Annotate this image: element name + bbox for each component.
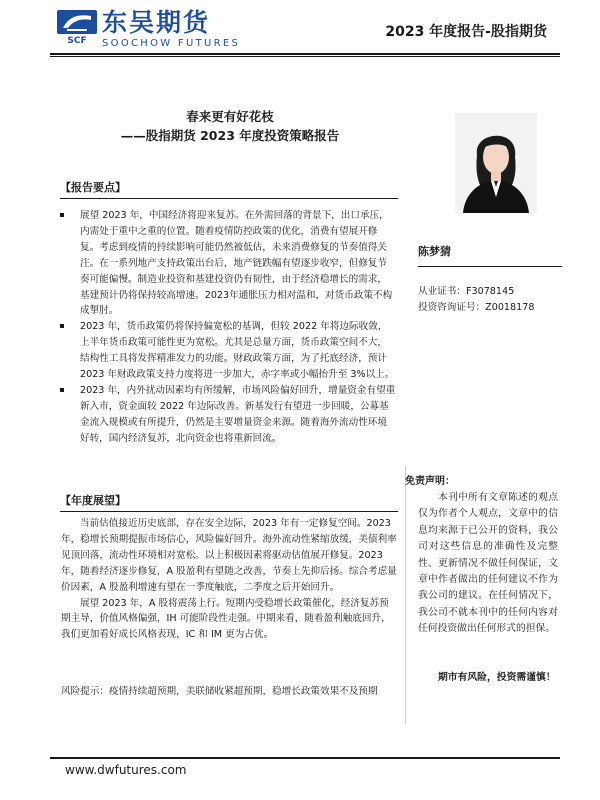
author-consult-license: 投资咨询证号：Z0018178	[418, 302, 535, 313]
disclaimer-title: 免责声明：	[405, 476, 455, 487]
outlook-body	[61, 516, 397, 643]
logo-abbr: SCF	[67, 36, 87, 44]
summary-bullet: 2023 年，内外扰动因素均有所缓解，市场风险偏好回升，增量资金有望重新入市，资金面较 2022 年边际改善。新基发行有望进一步回暖，公募基金流入规模或有所提升，仍然是主要增量资金来源。随着海外流动性环境好转，国内经济复苏，北向资金也将重新回流。	[66, 383, 396, 447]
summary-bullet-list	[66, 208, 396, 447]
summary-bullet: 2023 年，货币政策仍将保持偏宽松的基调，但较 2022 年将边际收敛，上半年货币政策可能性更为宽松。尤其是总量方面，货币政策空间不大，结构性工具将发挥精准发力的功能。财政政策方面，为了托底经济，预计 2023 年财政政策支持力度将进一步加大，赤字率或小幅抬升至 3%以上。	[66, 319, 396, 383]
footer-divider	[50, 757, 560, 759]
company-logo-icon	[57, 10, 97, 44]
outlook-divider	[60, 511, 398, 512]
header-divider-thin	[50, 56, 560, 57]
summary-divider	[60, 198, 398, 199]
footer-website-link[interactable]: www.dwfutures.com	[65, 763, 187, 777]
risk-reminder: 期市有风险，投资需谨慎！	[438, 672, 556, 683]
outlook-paragraph: 当前估值接近历史底部，存在安全边际，2023 年有一定修复空间。2023 年，稳增长预期提振市场信心，风险偏好回升。海外流动性紧缩放缓，美债利率见顶回落，流动性环境相对宽松。以上积极因素将驱动估值展开修复。2023 年，随着经济逐步修复，A 股盈利有望随之改善，节奏上先抑后扬。综合考虑量价因素，A 股盈利增速有望在一季度触底，二季度之后开始回升。	[61, 518, 397, 593]
author-divider	[418, 266, 562, 267]
report-type-label: 2023 年度报告-股指期货	[385, 24, 547, 40]
author-photo	[455, 113, 537, 213]
outlook-heading: 【年度展望】	[60, 494, 126, 507]
author-name: 陈梦猜	[418, 245, 451, 258]
summary-bullet: 展望 2023 年，中国经济将迎来复苏。在外需回落的背景下，出口承压，内需处于重中之重的位置。随着疫情防控政策的优化，消费有望展开修复。考虑到疫情的持续影响可能仍然被低估，未来消费修复的节奏值得关注。在一系列地产支持政策出台后，地产链跌幅有望逐步收窄，但修复节奏可能偏慢。制造业投资和基建投资仍有韧性，由于经济稳增长的需求，基建预计仍将保持较高增速。2023年通胀压力相对温和，对货币政策不构成掣肘。	[66, 208, 396, 319]
summary-heading: 【报告要点】	[60, 181, 126, 194]
risk-warning: 风险提示：疫情持续超预期，美联储收紧超预期，稳增长政策效果不及预期	[61, 686, 378, 697]
disclaimer-body: 本刊中所有文章陈述的观点仅为作者个人观点，文章中的信息均来源于已公开的资料，我公司对这些信息的准确性及完整性、更新情况不做任何保证，文章中作者做出的任何建议不作为我公司的建议。在任何情况下，我公司不就本刊中的任何内容对任何投资做出任何形式的担保。	[418, 492, 558, 635]
bullet-dot-icon	[60, 388, 64, 392]
logo-chinese-name: 东吴期货	[102, 8, 211, 37]
bullet-dot-icon	[60, 213, 64, 217]
logo-english-name: SOOCHOW FUTURES	[102, 38, 241, 49]
bullet-dot-icon	[60, 324, 64, 328]
report-subtitle: ——股指期货 2023 年度投资策略报告	[120, 128, 340, 143]
header-divider	[50, 53, 560, 55]
report-title: 春来更有好花枝	[186, 109, 274, 124]
author-certificate: 从业证书：F3078145	[418, 286, 515, 297]
sidebar-divider	[405, 466, 406, 724]
outlook-paragraph: 展望 2023 年，A 股将震荡上行。短期内受稳增长政策催化，经济复苏预期主导，价值风格偏强，IH 可能阶段性走强。中期来看，随着盈利触底回升，我们更加看好成长风格表现，IC 和 IM 更为占优。	[61, 597, 391, 641]
